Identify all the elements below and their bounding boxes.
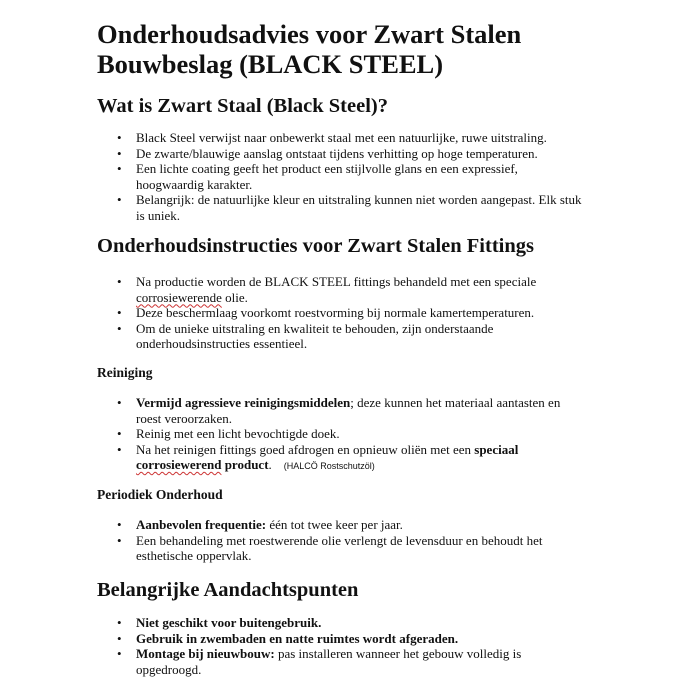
product-note: (HALCÖ Rostschutzöl) [283, 461, 375, 471]
bold-text: speciaal [474, 441, 519, 457]
text: Na productie worden de BLACK STEEL fittings behandeld met een speciale [136, 274, 537, 289]
list-item: • Een behandeling met roestwerende olie verlengt de levensduur en behoudt het esthetische oppervlak. [117, 533, 587, 564]
section1-list [117, 130, 587, 223]
section2-list [117, 274, 587, 352]
list-item [117, 442, 587, 475]
bold-text: Vermijd agressieve reinigingsmiddelen [136, 395, 351, 410]
reiniging-list [117, 395, 587, 475]
subheading-reiniging: Reiniging [97, 365, 153, 380]
text: ; deze kunnen het materiaal aantasten en roest veroorzaken. [136, 395, 561, 426]
section-heading-aandachtspunten: Belangrijke Aandachtspunten [97, 579, 359, 601]
list-item [117, 274, 587, 305]
list-item [117, 395, 587, 426]
section-heading-onderhoudsinstructies: Onderhoudsinstructies voor Zwart Stalen Fittings [97, 235, 534, 257]
section3-list [117, 615, 587, 677]
bold-text: Aanbevolen frequentie: [136, 517, 267, 532]
list-item [117, 517, 587, 533]
subheading-periodiek-onderhoud: Periodiek Onderhoud [97, 487, 223, 502]
list-item: • Een lichte coating geeft het product een stijlvolle glans en een expressief, hoogwaardig karakter. [117, 161, 587, 192]
text: . [268, 457, 272, 472]
text: pas installeren wanneer het gebouw volledig is opgedroogd. [136, 646, 522, 677]
text: één tot twee keer per jaar. [266, 517, 403, 532]
list-item: • Black Steel verwijst naar onbewerkt staal met een natuurlijke, ruwe uitstraling. [117, 130, 587, 146]
section-heading-wat-is: Wat is Zwart Staal (Black Steel)? [97, 95, 388, 117]
bold-text: Gebruik in zwembaden en natte ruimtes wordt afgeraden. [136, 630, 459, 646]
list-item [117, 631, 587, 647]
list-item: • Belangrijk: de natuurlijke kleur en uitstraling kunnen niet worden aangepast. Elk stuk is uniek. [117, 192, 587, 223]
list-item: • Om de unieke uitstraling en kwaliteit te behouden, zijn onderstaande onderhoudsinstructies essentieel. [117, 321, 587, 352]
list-item: • De zwarte/blauwige aanslag ontstaat tijdens verhitting op hoge temperaturen. [117, 146, 587, 162]
list-item [117, 646, 587, 677]
text: Na het reinigen fittings goed afdrogen en opnieuw oliën met een [136, 441, 475, 457]
spelling-flagged-word: corrosiewerende [136, 289, 222, 305]
text: olie. [221, 289, 248, 305]
title-line-2: Bouwbeslag (BLACK STEEL) [97, 49, 444, 79]
periodiek-list [117, 517, 587, 564]
list-item [117, 615, 587, 631]
list-item: • Deze beschermlaag voorkomt roestvorming bij normale kamertemperaturen. [117, 305, 587, 321]
document-title [97, 19, 521, 79]
bold-text: product [221, 457, 269, 472]
bold-text: Montage bij nieuwbouw: [136, 646, 275, 661]
title-line-1: Onderhoudsadvies voor Zwart Stalen [97, 19, 522, 49]
spelling-flagged-word: corrosiewerend [136, 457, 222, 472]
list-item: • Reinig met een licht bevochtigde doek. [117, 426, 587, 442]
bold-text: Niet geschikt voor buitengebruik. [136, 615, 322, 630]
